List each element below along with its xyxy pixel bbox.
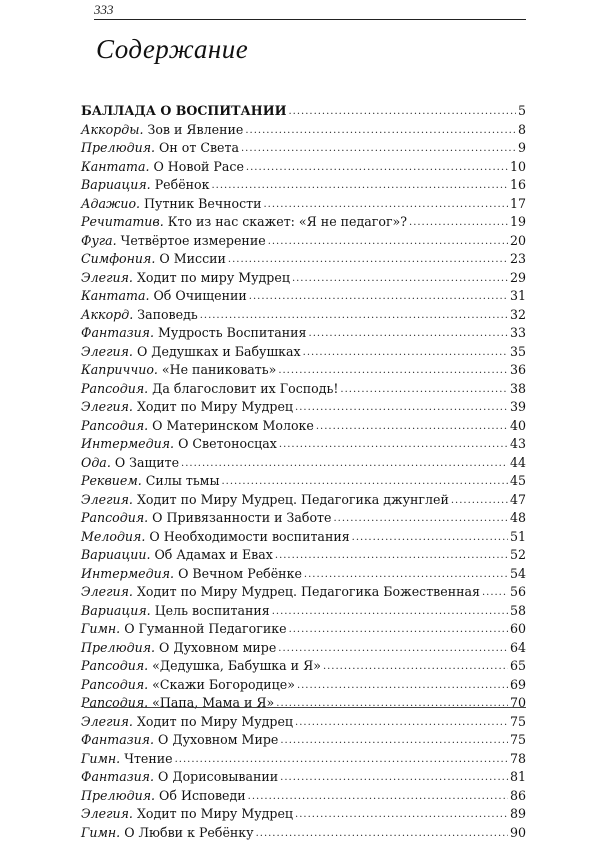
- toc-entry-page: 48: [510, 509, 526, 528]
- toc-entry-page: 89: [510, 805, 526, 824]
- toc-dot-leader: [280, 732, 508, 751]
- toc-entry-label: [81, 232, 266, 251]
- footer-rule: [84, 707, 526, 708]
- toc-entry-title: БАЛЛАДА О ВОСПИТАНИИ: [81, 103, 287, 118]
- toc-entry-genre: Рапсодия.: [81, 381, 148, 396]
- toc-entry-title: О Миссии: [155, 251, 226, 266]
- toc-dot-leader: [264, 196, 508, 215]
- toc-entry-genre: Фантазия.: [81, 325, 154, 340]
- toc-entry-label: [81, 768, 278, 787]
- toc-entry-label: [81, 380, 338, 399]
- toc-entry-page: 75: [510, 731, 526, 750]
- toc-entry-title: О Светоносцах: [174, 436, 277, 451]
- toc-entry-label: [81, 472, 220, 491]
- toc-entry-genre: Элегия.: [81, 584, 133, 599]
- toc-entry-title: Ходит по Миру Мудрец: [133, 399, 293, 414]
- toc-entry-page: 32: [510, 306, 526, 325]
- toc-entry-genre: Ода.: [81, 455, 111, 470]
- toc-entry: [81, 750, 526, 769]
- toc-entry: [81, 676, 526, 695]
- toc-entry: [81, 269, 526, 288]
- toc-entry: [81, 102, 526, 121]
- toc-entry-label: [81, 361, 276, 380]
- toc-entry-title: Силы тьмы: [142, 473, 220, 488]
- toc-entry-label: [81, 139, 239, 158]
- toc-entry-genre: Рапсодия.: [81, 677, 148, 692]
- toc-entry-page: 29: [510, 269, 526, 288]
- page-number: 333: [94, 2, 114, 18]
- toc-dot-leader: [268, 233, 508, 252]
- toc-entry-label: [81, 324, 307, 343]
- toc-entry: [81, 361, 526, 380]
- toc-entry-genre: Рапсодия.: [81, 510, 148, 525]
- toc-entry-page: 8: [518, 121, 526, 140]
- toc-dot-leader: [248, 788, 508, 807]
- toc-entry: [81, 213, 526, 232]
- toc-entry-title: Ребёнок: [151, 177, 210, 192]
- toc-entry-label: [81, 417, 314, 436]
- toc-entry: [81, 287, 526, 306]
- toc-entry-label: [81, 546, 273, 565]
- toc-entry-label: [81, 158, 244, 177]
- toc-entry-title: «Скажи Богородице»: [148, 677, 295, 692]
- toc-entry-title: Да благословит их Господь!: [148, 381, 338, 396]
- toc-entry-page: 39: [510, 398, 526, 417]
- toc-dot-leader: [295, 714, 508, 733]
- toc-entry: [81, 509, 526, 528]
- toc-entry-label: [81, 713, 293, 732]
- toc-entry: [81, 121, 526, 140]
- toc-entry-title: Об Исповеди: [155, 788, 246, 803]
- toc-entry: [81, 546, 526, 565]
- toc-entry: [81, 417, 526, 436]
- toc-entry: [81, 324, 526, 343]
- toc-entry-label: [81, 620, 287, 639]
- toc-entry-label: [81, 750, 173, 769]
- toc-entry-label: [81, 731, 278, 750]
- toc-entry-page: 19: [510, 213, 526, 232]
- toc-entry: [81, 805, 526, 824]
- toc-entry-page: 64: [510, 639, 526, 658]
- toc-entry-title: «Папа, Мама и Я»: [148, 695, 274, 710]
- toc-entry-page: 44: [510, 454, 526, 473]
- toc-dot-leader: [280, 769, 508, 788]
- toc-entry-label: [81, 805, 293, 824]
- toc-dot-leader: [276, 695, 508, 714]
- toc-entry-genre: Вариации.: [81, 547, 150, 562]
- toc-entry-label: [81, 676, 295, 695]
- toc-entry-genre: Кантата.: [81, 288, 149, 303]
- toc-entry-label: [81, 343, 301, 362]
- toc-entry-label: [81, 195, 262, 214]
- toc-entry-title: О Защите: [111, 455, 179, 470]
- toc-entry-label: [81, 491, 449, 510]
- toc-entry-title: Мудрость Воспитания: [154, 325, 306, 340]
- toc-entry-title: О Дедушках и Бабушках: [133, 344, 301, 359]
- toc-entry-title: Ходит по Миру Мудрец: [133, 714, 293, 729]
- toc-entry-label: [81, 565, 302, 584]
- page-title: Содержание: [96, 34, 248, 65]
- toc-entry-page: 16: [510, 176, 526, 195]
- toc-entry-genre: Вариация.: [81, 603, 151, 618]
- toc-entry-title: О Привязанности и Заботе: [148, 510, 331, 525]
- toc-dot-leader: [482, 584, 508, 603]
- toc-entry-genre: Элегия.: [81, 344, 133, 359]
- toc-entry: [81, 139, 526, 158]
- toc-entry-title: Ходит по миру Мудрец: [133, 270, 290, 285]
- toc-dot-leader: [278, 362, 508, 381]
- toc-dot-leader: [241, 140, 516, 159]
- toc-entry: [81, 528, 526, 547]
- toc-dot-leader: [297, 677, 508, 696]
- toc-dot-leader: [175, 751, 508, 770]
- toc-entry-label: [81, 657, 321, 676]
- toc-entry-genre: Рапсодия.: [81, 418, 148, 433]
- toc-entry-title: Об Адамах и Евах: [150, 547, 272, 562]
- toc-entry: [81, 195, 526, 214]
- toc-entry-page: 65: [510, 657, 526, 676]
- toc-entry-genre: Элегия.: [81, 399, 133, 414]
- toc-entry-genre: Гимн.: [81, 751, 120, 766]
- toc-entry: [81, 454, 526, 473]
- toc-dot-leader: [340, 381, 508, 400]
- toc-entry-label: [81, 306, 198, 325]
- toc-entry-title: Ходит по Миру Мудрец. Педагогика Божественная: [133, 584, 480, 599]
- toc-entry: [81, 824, 526, 843]
- toc-entry-page: 5: [518, 102, 526, 121]
- toc-entry-page: 20: [510, 232, 526, 251]
- toc-entry-title: Четвёртое измерение: [117, 233, 266, 248]
- toc-entry-title: О Дорисовывании: [154, 769, 278, 784]
- toc-entry-title: Путник Вечности: [140, 196, 261, 211]
- toc-entry-genre: Мелодия.: [81, 529, 145, 544]
- toc-entry: [81, 620, 526, 639]
- toc-dot-leader: [309, 325, 508, 344]
- toc-entry-genre: Фантазия.: [81, 732, 154, 747]
- toc-entry-genre: Аккорды.: [81, 122, 143, 137]
- toc-entry-genre: Интермедия.: [81, 566, 174, 581]
- toc-entry-label: [81, 269, 290, 288]
- toc-entry-genre: Фуга.: [81, 233, 117, 248]
- toc-entry-title: Ходит по Миру Мудрец: [133, 806, 293, 821]
- toc-entry: [81, 398, 526, 417]
- toc-dot-leader: [289, 621, 508, 640]
- toc-dot-leader: [295, 399, 508, 418]
- toc-entry: [81, 435, 526, 454]
- toc-entry-title: Зов и Явление: [143, 122, 243, 137]
- toc-dot-leader: [316, 418, 508, 437]
- toc-entry: [81, 343, 526, 362]
- toc-entry-page: 40: [510, 417, 526, 436]
- toc-dot-leader: [352, 529, 508, 548]
- toc-entry-label: [81, 824, 254, 843]
- toc-entry: [81, 380, 526, 399]
- toc-entry-title: О Вечном Ребёнке: [174, 566, 302, 581]
- toc-entry-page: 58: [510, 602, 526, 621]
- toc-entry-page: 36: [510, 361, 526, 380]
- toc-dot-leader: [333, 510, 507, 529]
- toc-dot-leader: [200, 307, 508, 326]
- toc-entry-label: [81, 398, 293, 417]
- toc-entry-title: О Духовном Мире: [154, 732, 278, 747]
- toc-dot-leader: [272, 603, 508, 622]
- toc-entry-genre: Кантата.: [81, 159, 149, 174]
- toc-entry-title: Ходит по Миру Мудрец. Педагогика джунглей: [133, 492, 449, 507]
- toc-entry-title: Кто из нас скажет: «Я не педагог»?: [164, 214, 407, 229]
- toc-entry-label: [81, 121, 243, 140]
- toc-entry-title: О Материнском Молоке: [148, 418, 314, 433]
- toc-entry-label: [81, 787, 246, 806]
- toc-entry: [81, 713, 526, 732]
- toc-dot-leader: [409, 214, 508, 233]
- toc-entry: [81, 583, 526, 602]
- toc-entry-genre: Прелюдия.: [81, 788, 155, 803]
- toc-dot-leader: [275, 547, 508, 566]
- toc-entry-label: [81, 528, 350, 547]
- toc-entry-genre: Фантазия.: [81, 769, 154, 784]
- toc-entry: [81, 306, 526, 325]
- toc-entry-label: [81, 250, 226, 269]
- toc-entry: [81, 731, 526, 750]
- toc-entry-page: 60: [510, 620, 526, 639]
- toc-entry-title: О Духовном мире: [155, 640, 276, 655]
- toc-entry-page: 70: [510, 694, 526, 713]
- toc-entry-genre: Речитатив.: [81, 214, 164, 229]
- toc-entry-label: [81, 176, 210, 195]
- toc-entry: [81, 158, 526, 177]
- toc-entry-title: О Новой Расе: [149, 159, 243, 174]
- toc-entry: [81, 694, 526, 713]
- toc-entry-page: 69: [510, 676, 526, 695]
- toc-entry-title: Об Очищении: [149, 288, 246, 303]
- toc-dot-leader: [278, 640, 508, 659]
- toc-entry-genre: Элегия.: [81, 270, 133, 285]
- toc-dot-leader: [222, 473, 508, 492]
- toc-dot-leader: [212, 177, 508, 196]
- toc-entry-genre: Прелюдия.: [81, 140, 155, 155]
- table-of-contents: [81, 102, 526, 842]
- toc-entry-page: 17: [510, 195, 526, 214]
- toc-entry-title: О Любви к Ребёнку: [120, 825, 253, 840]
- toc-entry: [81, 787, 526, 806]
- toc-entry-page: 45: [510, 472, 526, 491]
- toc-entry: [81, 472, 526, 491]
- toc-entry-title: Чтение: [120, 751, 172, 766]
- toc-entry-label: [81, 454, 179, 473]
- toc-entry-label: [81, 639, 276, 658]
- toc-entry-page: 90: [510, 824, 526, 843]
- toc-dot-leader: [303, 344, 508, 363]
- toc-entry-page: 10: [510, 158, 526, 177]
- toc-entry-page: 56: [510, 583, 526, 602]
- toc-entry-page: 81: [510, 768, 526, 787]
- toc-entry-page: 52: [510, 546, 526, 565]
- toc-entry-title: Цель воспитания: [151, 603, 270, 618]
- toc-entry-genre: Элегия.: [81, 806, 133, 821]
- toc-entry: [81, 232, 526, 251]
- toc-entry-page: 31: [510, 287, 526, 306]
- toc-entry-genre: Элегия.: [81, 714, 133, 729]
- toc-entry-label: [81, 602, 270, 621]
- toc-entry-title: «Дедушка, Бабушка и Я»: [148, 658, 321, 673]
- toc-dot-leader: [181, 455, 508, 474]
- header-rule: [94, 19, 526, 20]
- toc-dot-leader: [304, 566, 508, 585]
- toc-dot-leader: [228, 251, 508, 270]
- toc-dot-leader: [289, 103, 516, 122]
- toc-entry-title: О Необходимости воспитания: [145, 529, 349, 544]
- toc-entry-title: Заповедь: [133, 307, 198, 322]
- toc-entry: [81, 250, 526, 269]
- toc-entry-page: 23: [510, 250, 526, 269]
- toc-entry-genre: Рапсодия.: [81, 695, 148, 710]
- toc-entry-label: [81, 694, 274, 713]
- toc-entry-page: 51: [510, 528, 526, 547]
- toc-entry-label: [81, 287, 247, 306]
- toc-dot-leader: [295, 806, 508, 825]
- toc-entry-title: О Гуманной Педагогике: [120, 621, 286, 636]
- toc-dot-leader: [245, 122, 516, 141]
- toc-entry-genre: Интермедия.: [81, 436, 174, 451]
- toc-entry-genre: Реквием.: [81, 473, 142, 488]
- toc-entry-label: [81, 435, 277, 454]
- toc-entry-page: 35: [510, 343, 526, 362]
- toc-entry-page: 54: [510, 565, 526, 584]
- toc-entry: [81, 491, 526, 510]
- toc-entry-genre: Аккорд.: [81, 307, 133, 322]
- toc-entry-page: 43: [510, 435, 526, 454]
- toc-entry-title: «Не паниковать»: [158, 362, 276, 377]
- toc-entry-page: 47: [510, 491, 526, 510]
- toc-entry-genre: Элегия.: [81, 492, 133, 507]
- toc-dot-leader: [279, 436, 508, 455]
- toc-entry-page: 75: [510, 713, 526, 732]
- toc-entry-page: 86: [510, 787, 526, 806]
- toc-entry: [81, 602, 526, 621]
- toc-entry-page: 9: [518, 139, 526, 158]
- toc-entry: [81, 639, 526, 658]
- toc-dot-leader: [256, 825, 508, 843]
- toc-entry-genre: Симфония.: [81, 251, 155, 266]
- toc-entry-genre: Рапсодия.: [81, 658, 148, 673]
- toc-entry: [81, 565, 526, 584]
- toc-entry-genre: Гимн.: [81, 621, 120, 636]
- toc-entry-title: Он от Света: [155, 140, 239, 155]
- toc-entry: [81, 657, 526, 676]
- toc-dot-leader: [323, 658, 508, 677]
- toc-entry-label: [81, 509, 331, 528]
- toc-entry-genre: Вариация.: [81, 177, 151, 192]
- toc-dot-leader: [249, 288, 508, 307]
- toc-dot-leader: [292, 270, 508, 289]
- toc-entry-page: 33: [510, 324, 526, 343]
- toc-entry-label: [81, 102, 287, 121]
- toc-entry-label: [81, 583, 480, 602]
- toc-entry-genre: Гимн.: [81, 825, 120, 840]
- toc-entry-genre: Прелюдия.: [81, 640, 155, 655]
- toc-dot-leader: [451, 492, 508, 511]
- toc-entry-label: [81, 213, 407, 232]
- toc-entry: [81, 176, 526, 195]
- toc-entry-page: 78: [510, 750, 526, 769]
- toc-entry-genre: Каприччио.: [81, 362, 158, 377]
- toc-entry-genre: Адажио.: [81, 196, 140, 211]
- toc-dot-leader: [246, 159, 508, 178]
- toc-entry-page: 38: [510, 380, 526, 399]
- toc-entry: [81, 768, 526, 787]
